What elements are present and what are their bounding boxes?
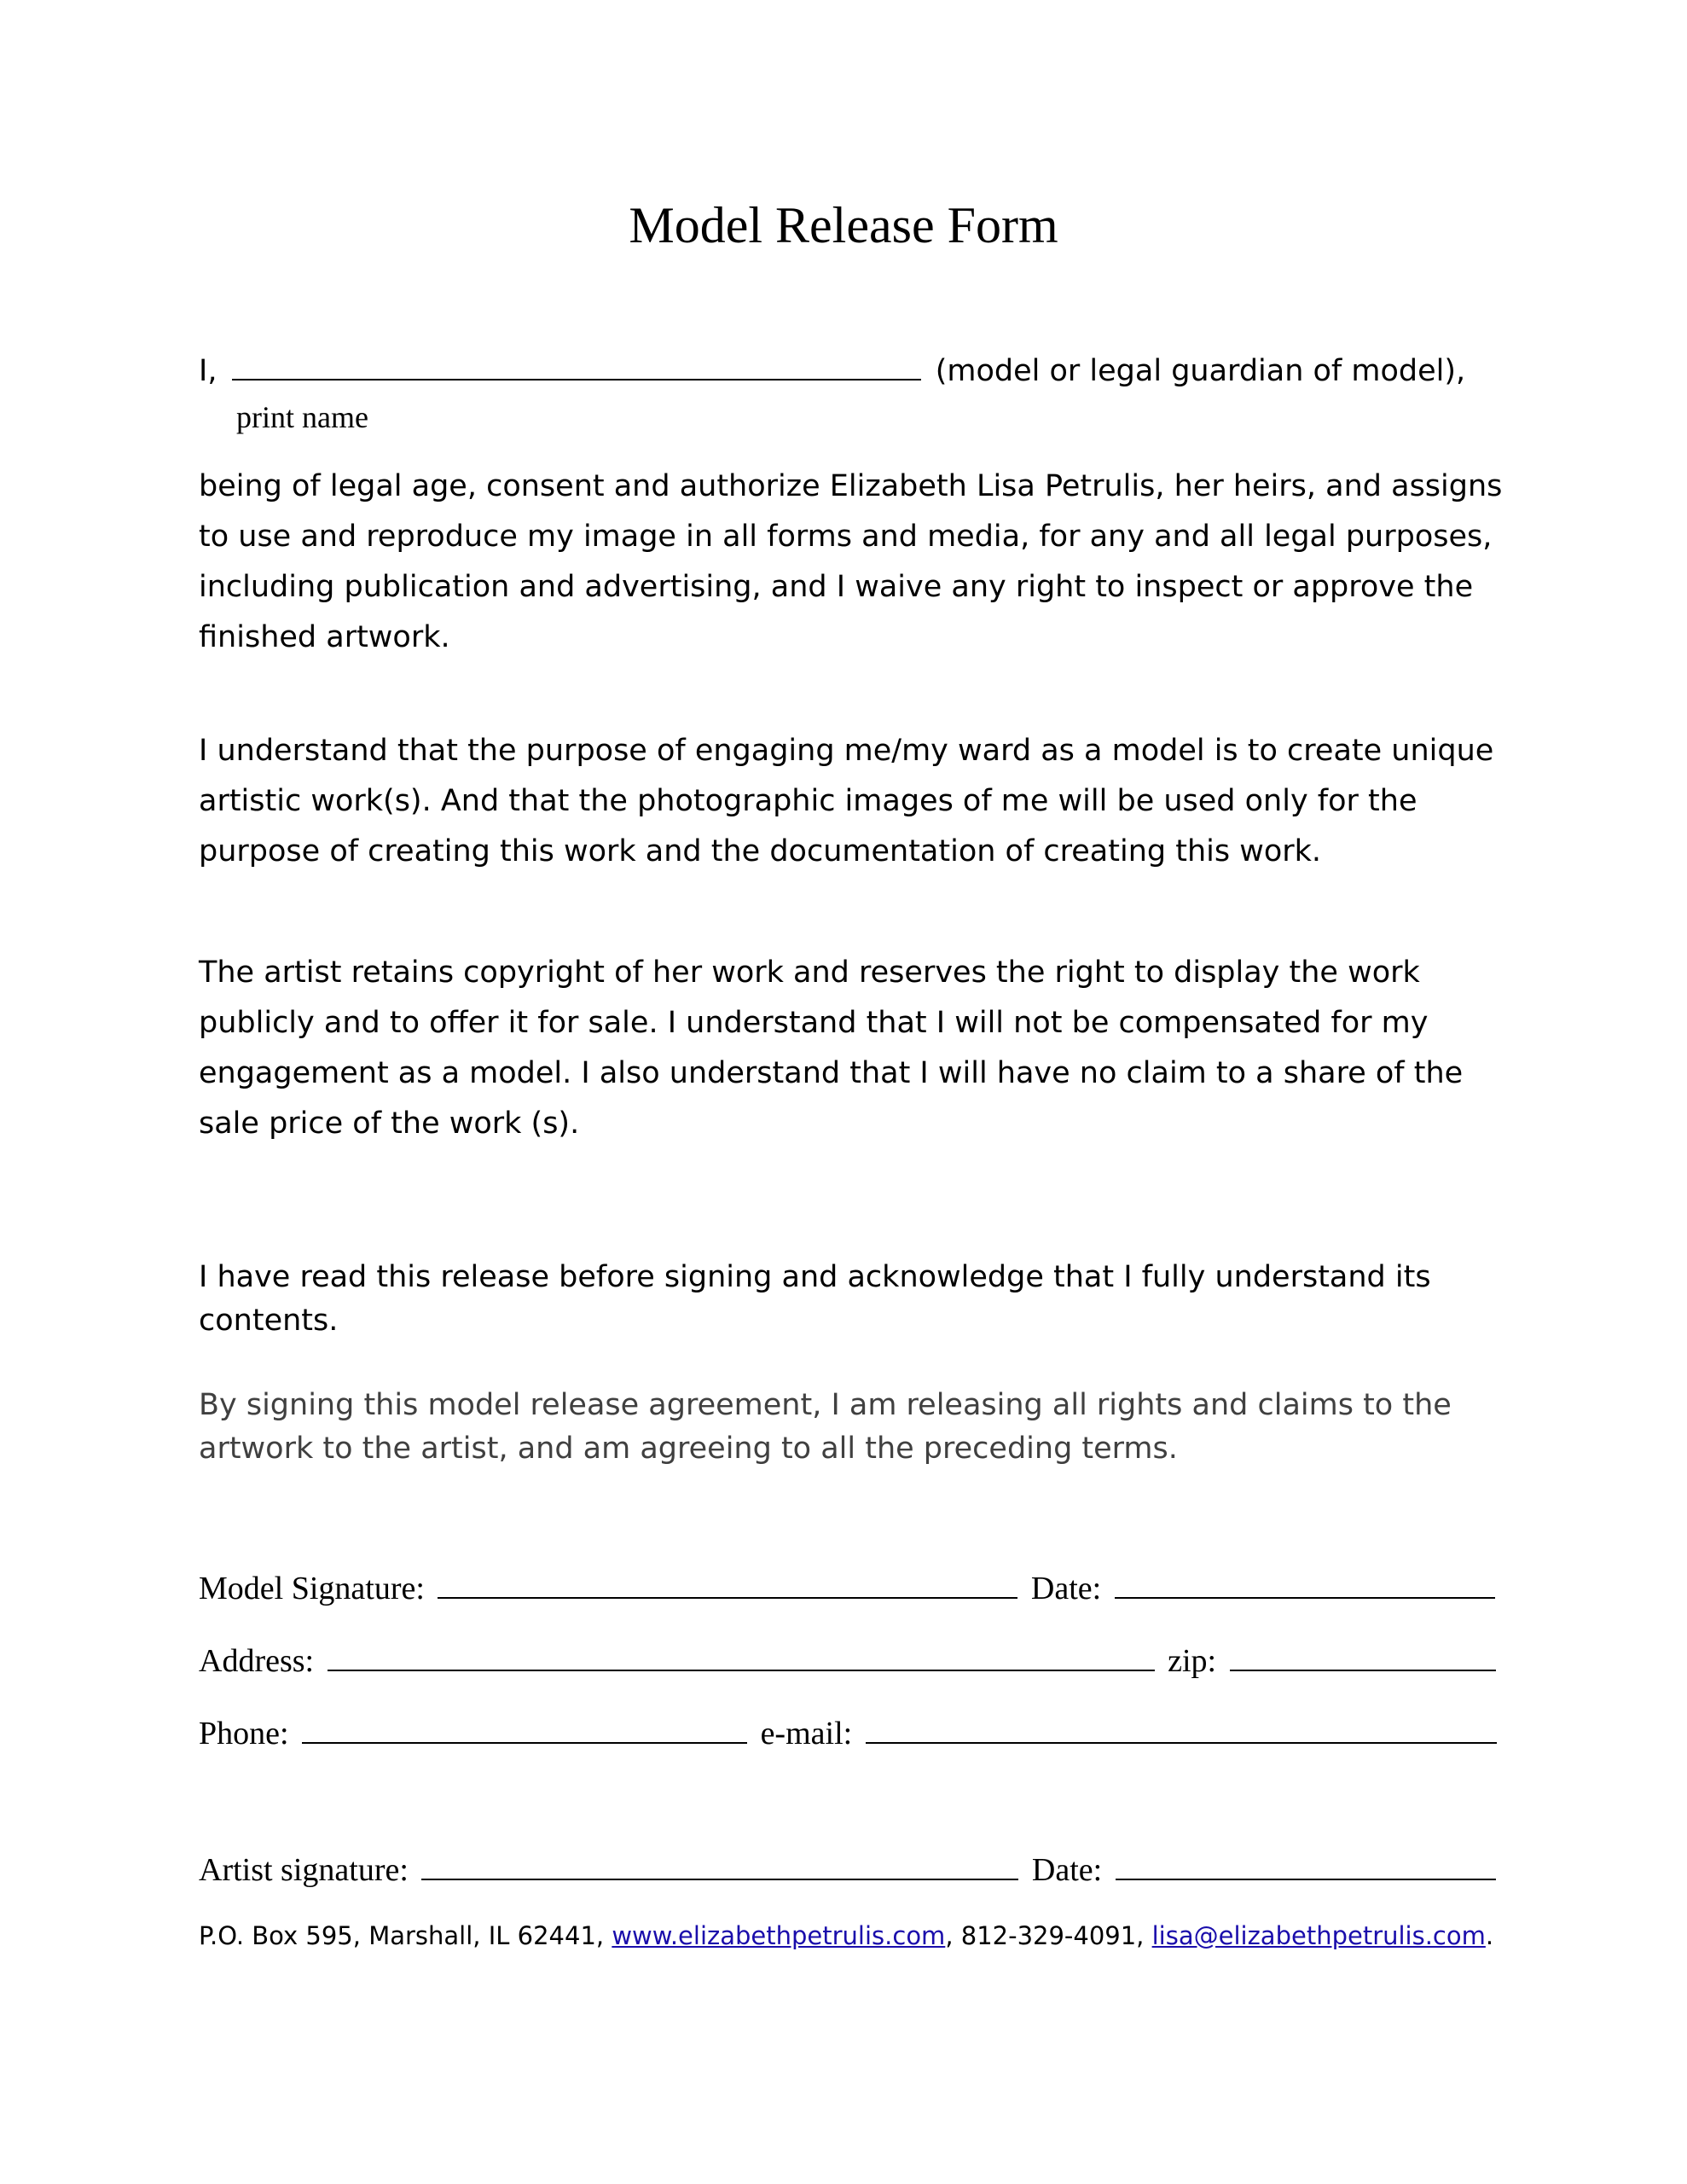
zip-label: zip: — [1168, 1643, 1217, 1679]
model-signature-row — [199, 1568, 1500, 1607]
address-label: Address: — [199, 1643, 315, 1679]
artist-signature-field[interactable] — [421, 1850, 1018, 1880]
model-date-label: Date: — [1030, 1571, 1102, 1606]
email-field[interactable] — [866, 1713, 1497, 1744]
address-field[interactable] — [328, 1641, 1155, 1671]
artist-signature-row — [199, 1850, 1501, 1889]
email-link[interactable]: lisa@elizabethpetrulis.com — [1151, 1921, 1486, 1950]
artist-date-field[interactable] — [1116, 1850, 1496, 1880]
intro-suffix: (model or legal guardian of model), — [935, 354, 1466, 388]
intro-prefix: I, — [199, 354, 217, 388]
page-title: Model Release Form — [629, 197, 1058, 253]
purpose-paragraph: I understand that the purpose of engaging me/my ward as a model is to create unique artistic work(s). And that the photographic images of me will be used only for the purpose of creating this work and the documentation of creating this work. — [199, 734, 1494, 868]
name-line — [199, 350, 1465, 388]
artist-signature-label: Artist signature: — [199, 1852, 409, 1888]
release-paragraph: By signing this model release agreement, I am releasing all rights and claims to the artwork to the artist, and am agreeing to all the preceding terms. — [199, 1388, 1452, 1466]
copyright-paragraph: The artist retains copyright of her work and reserves the right to display the work publicly and to offer it for sale. I understand that I will not be compensated for my engagement as a model. I also understand that I will have no claim to a share of the sale price of the work (s). — [199, 956, 1464, 1141]
model-signature-field[interactable] — [438, 1568, 1017, 1599]
model-signature-label: Model Signature: — [199, 1571, 425, 1606]
footer-address: P.O. Box 595, Marshall, IL 62441, — [199, 1921, 612, 1950]
model-date-field[interactable] — [1115, 1568, 1495, 1599]
zip-field[interactable] — [1230, 1641, 1496, 1671]
phone-field[interactable] — [302, 1713, 747, 1744]
contact-footer — [199, 1921, 1493, 1950]
print-name-hint: print name — [236, 400, 368, 434]
consent-paragraph: being of legal age, consent and authorize Elizabeth Lisa Petrulis, her heirs, and assigns to use and reproduce my image in all forms and media, for any and all legal purposes, including publication and advertising, and I waive any right to inspect or approve the finished artwork. — [199, 469, 1503, 654]
email-label: e-mail: — [760, 1716, 853, 1751]
footer-end: . — [1485, 1921, 1494, 1950]
phone-label: Phone: — [199, 1716, 289, 1751]
artist-date-label: Date: — [1031, 1852, 1103, 1888]
website-link[interactable]: www.elizabethpetrulis.com — [612, 1921, 946, 1950]
address-row — [199, 1641, 1501, 1680]
acknowledge-paragraph: I have read this release before signing and acknowledge that I fully understand its contents. — [199, 1260, 1431, 1338]
print-name-blank[interactable] — [232, 350, 921, 380]
footer-phone: , 812-329-4091, — [945, 1921, 1152, 1950]
phone-row — [199, 1713, 1502, 1752]
